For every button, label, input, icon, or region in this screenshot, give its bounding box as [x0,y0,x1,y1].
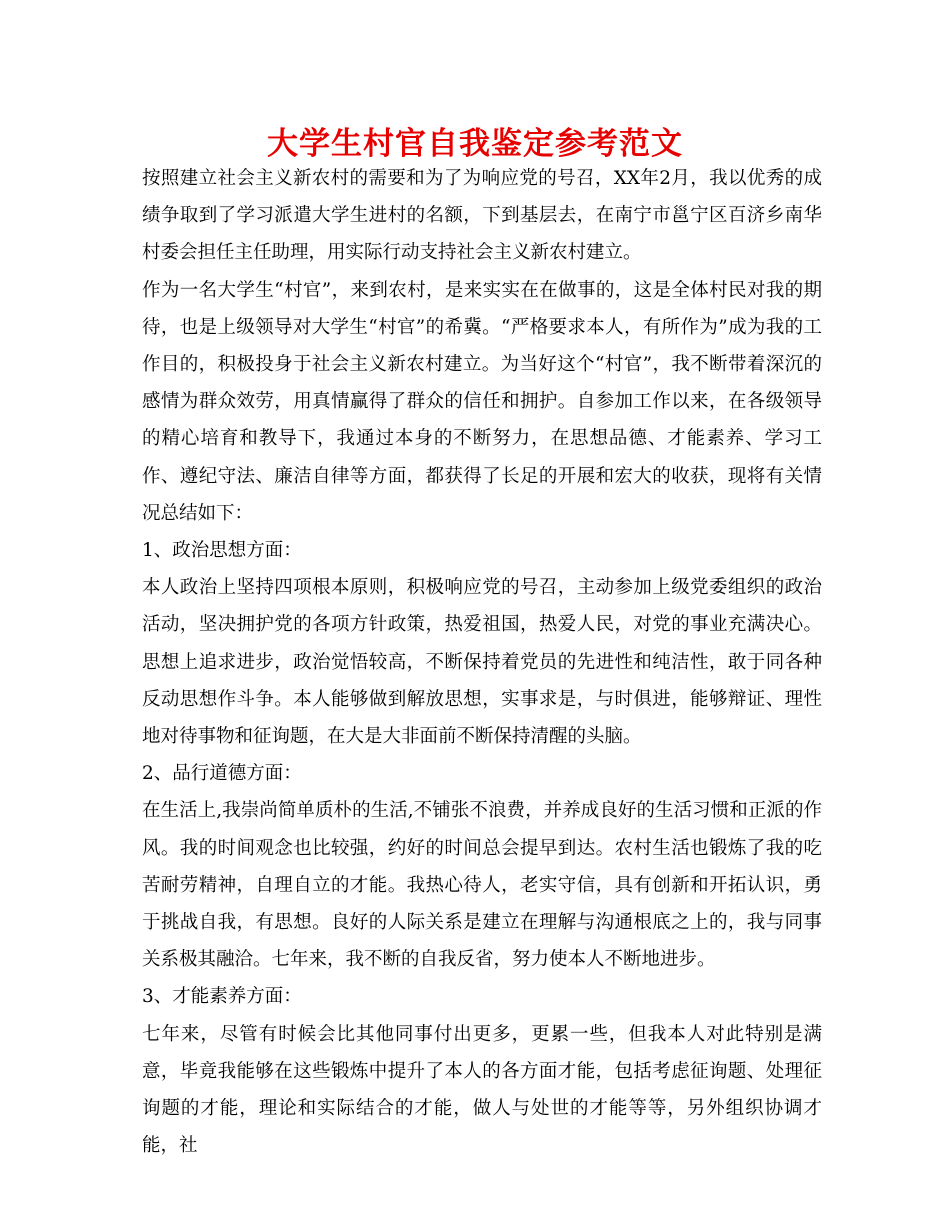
section-heading: 2、品行道德方面： [142,763,302,785]
body-paragraph: 按照建立社会主义新农村的需要和为了为响应党的号召，XX年2月，我以优秀的成绩争取到了学习派遣大学生进村的名额，下到基层去，在南宁市邕宁区百济乡南华村委会担任主任助理，用实际行动支持社会主义新农村建立。 [142,168,822,264]
body-paragraph: 本人政治上坚持四项根本原则，积极响应党的号召，主动参加上级党委组织的政治活动，坚决拥护党的各项方针政策，热爱祖国，热爱人民，对党的事业充满决心。思想上追求进步，政治觉悟较高，不断保持着党员的先进性和纯洁性，敢于同各种反动思想作斗争。本人能够做到解放思想，实事求是，与时俱进，能够辩证、理性地对待事物和征询题，在大是大非面前不断保持清醒的头脑。 [142,577,822,748]
body-paragraph: 作为一名大学生“村官”，来到农村，是来实实在在做事的，这是全体村民对我的期待，也是上级领导对大学生“村官”的希冀。“严格要求本人，有所作为”成为我的工作目的，积极投身于社会主义新农村建立。为当好这个“村官”，我不断带着深沉的感情为群众效劳，用真情赢得了群众的信任和拥护。自参加工作以来，在各级领导的精心培育和教导下，我通过本身的不断努力，在思想品德、才能素养、学习工作、遵纪守法、廉洁自律等方面，都获得了长足的开展和宏大的收获，现将有关情况总结如下： [142,279,822,524]
section-heading: 3、才能素养方面： [142,986,302,1008]
section-heading: 1、政治思想方面： [142,540,302,562]
document-title: 大学生村官自我鉴定参考范文 [267,126,683,162]
body-paragraph: 七年来，尽管有时候会比其他同事付出更多，更累一些，但我本人对此特别是满意，毕竟我能够在这些锻炼中提升了本人的各方面才能，包括考虑征询题、处理征询题的才能，理论和实际结合的才能，做人与处世的才能等等，另外组织协调才能，社 [142,1023,822,1157]
document-body [142,160,822,1164]
body-paragraph: 在生活上,我崇尚简单质朴的生活,不铺张不浪费，并养成良好的生活习惯和正派的作风。我的时间观念也比较强，约好的时间总会提早到达。农村生活也锻炼了我的吃苦耐劳精神，自理自立的才能。我热心待人，老实守信，具有创新和开拓认识，勇于挑战自我，有思想。良好的人际关系是建立在理解与沟通根底之上的，我与同事关系极其融洽。七年来，我不断的自我反省，努力使本人不断地进步。 [142,800,822,971]
